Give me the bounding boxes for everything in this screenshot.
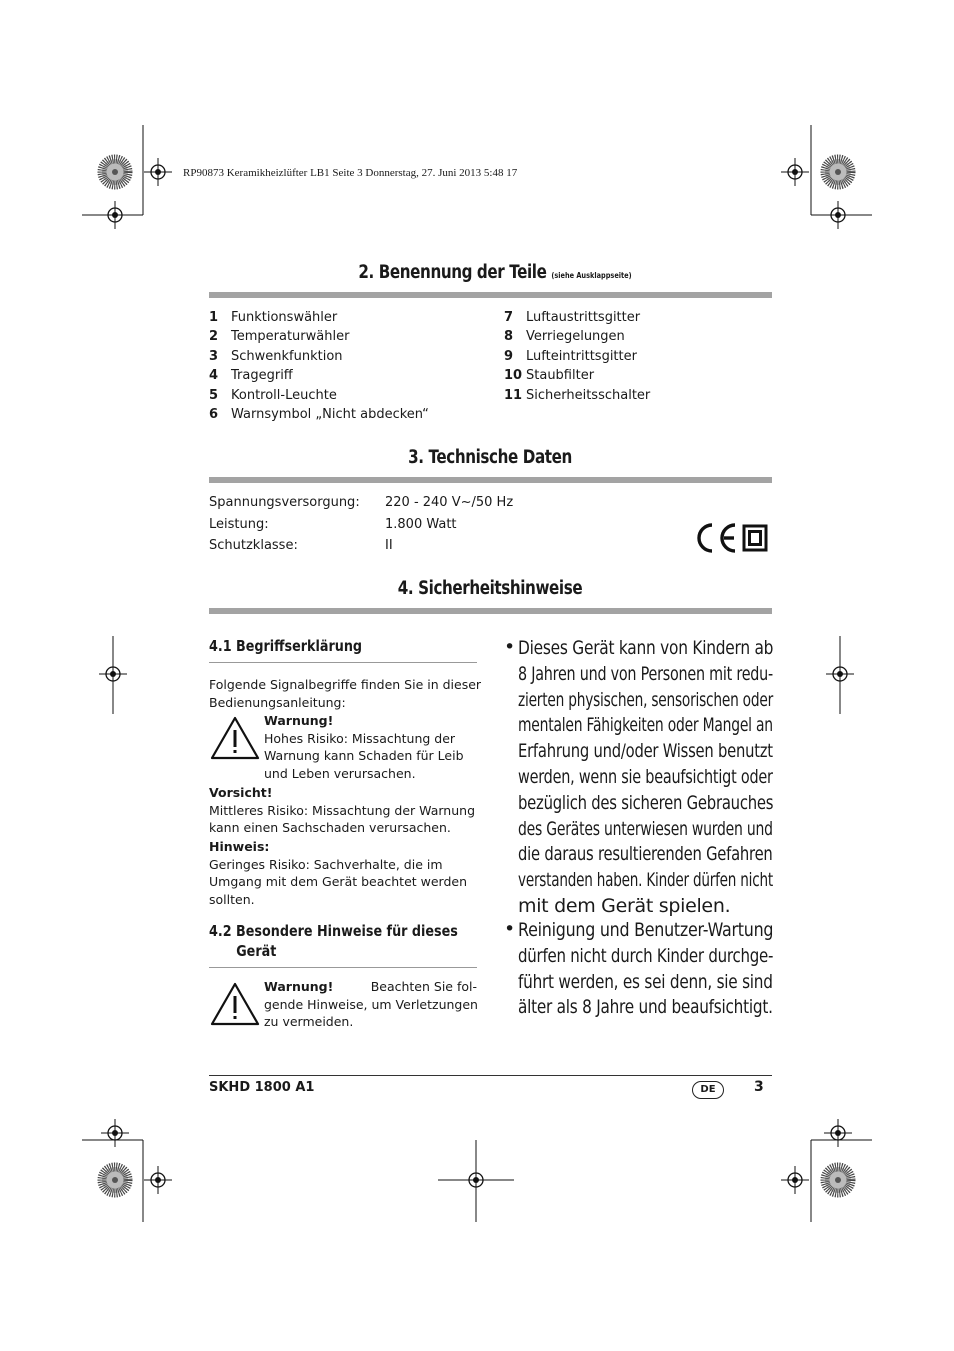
bullet-line: dürfen nicht durch Kinder durchge- <box>518 944 774 967</box>
bullet-line: werden, wenn sie beaufsichtigt oder <box>518 765 773 788</box>
spec-label: Leistung: <box>209 516 269 532</box>
language-badge: DE <box>692 1081 724 1099</box>
bullet-line: zierten physischen, sensorischen oder <box>518 688 774 711</box>
bullet-2 <box>518 918 773 1021</box>
part-number: 8 <box>504 329 514 345</box>
subsection-4-2-title <box>209 921 458 961</box>
ce-class2-icon <box>697 522 769 554</box>
text-line: Warnung kann Schaden für Leib <box>264 748 464 763</box>
part-number: 9 <box>504 348 514 364</box>
part-label: Warnsymbol „Nicht abdecken“ <box>231 407 429 423</box>
bullet-line: verstanden haben. Kinder dürfen nicht <box>518 869 773 892</box>
part-label: Verriegelungen <box>526 329 625 345</box>
warnung-block <box>264 712 477 782</box>
text-line: und Leben verursachen. <box>264 765 416 781</box>
part-number: 10 <box>504 368 523 384</box>
subsection-4-1-rule <box>209 662 477 663</box>
text-line: zu vermeiden. <box>264 1014 354 1029</box>
warnung-label: Warnung! <box>264 979 334 994</box>
spec-label: Spannungsversorgung: <box>209 495 360 510</box>
spec-row <box>209 492 513 514</box>
part-number: 6 <box>209 407 219 423</box>
section-3-rule <box>209 477 772 483</box>
begriff-intro <box>209 676 482 711</box>
bullet-line: älter als 8 Jahre und beaufsichtigt. <box>518 996 773 1019</box>
part-item <box>209 405 429 424</box>
bullet-1-marker: • <box>504 636 516 658</box>
text-line: Geringes Risiko: Sachverhalte, die im <box>209 856 443 872</box>
spec-value: II <box>385 538 393 553</box>
hinweis-label: Hinweis: <box>209 839 270 854</box>
bullet-line: des Gerätes unterwiesen wurden und <box>518 817 773 840</box>
section-4-rule <box>209 608 772 614</box>
text-line <box>264 730 477 748</box>
part-item <box>504 308 650 327</box>
part-label: Sicherheitsschalter <box>526 387 651 403</box>
text-line: gende Hinweise, um Verletzungen <box>264 996 478 1012</box>
part-label: Lufteintrittsgitter <box>526 348 637 364</box>
part-item <box>504 327 650 346</box>
part-label: Schwenkfunktion <box>231 348 343 364</box>
part-item <box>209 347 429 366</box>
part-item <box>209 366 429 385</box>
spec-label: Schutzklasse: <box>209 538 298 553</box>
part-number: 5 <box>209 387 219 403</box>
part-number: 7 <box>504 310 514 325</box>
part-label: Staubfilter <box>526 368 595 384</box>
text-span: Beachten Sie fol- <box>370 979 477 994</box>
bullet-2-marker: • <box>504 918 516 940</box>
text-line: Umgang mit dem Gerät beachtet werden <box>209 874 468 889</box>
section-2-subtitle: (siehe Ausklappseite) <box>551 271 632 280</box>
warnung-label: Warnung! <box>264 713 334 728</box>
part-number: 2 <box>209 329 219 345</box>
vorsicht-block <box>209 784 477 837</box>
text-line: sollten. <box>209 891 255 907</box>
subsection-4-1-title: 4.1 Begriffserklärung <box>209 637 363 655</box>
part-number: 3 <box>209 348 219 364</box>
text-line: Folgende Signalbegriffe finden Sie in dieser <box>209 677 482 692</box>
spec-row <box>209 514 513 536</box>
warning-triangle-icon <box>210 716 260 760</box>
text-line: Mittleres Risiko: Missachtung der Warnung <box>209 802 476 818</box>
subsection-4-2-title-line: 4.2 Besondere Hinweise für dieses <box>209 922 458 940</box>
part-item <box>504 386 650 405</box>
parts-list-right <box>504 308 650 405</box>
spec-value: 220 - 240 V~/50 Hz <box>385 495 514 510</box>
part-item <box>504 347 650 366</box>
bullet-line: führt werden, es sei denn, sie sind <box>518 970 773 993</box>
vorsicht-label: Vorsicht! <box>209 785 273 800</box>
spec-row <box>209 535 513 557</box>
parts-list-left <box>209 308 429 424</box>
text-line: Bedienungsanleitung: <box>209 694 346 710</box>
bullet-line: Reinigung und Benutzer-Wartung <box>518 919 774 941</box>
part-label: Kontroll-Leuchte <box>231 387 337 403</box>
footer-rule <box>209 1075 772 1076</box>
bullet-line: die daraus resultierenden Gefahren <box>518 843 773 866</box>
bullet-line: Erfahrung und/oder Wissen benutzt <box>518 740 773 763</box>
bullet-line: mit dem Gerät spielen. <box>518 894 731 917</box>
part-number: 11 <box>504 387 523 403</box>
warnung-block-2 <box>264 978 477 1031</box>
part-label: Luftaustrittsgitter <box>526 310 641 325</box>
section-2-title <box>343 262 646 283</box>
part-item <box>504 366 650 385</box>
bullet-line: bezüglich des sicheren Gebrauches <box>518 791 774 814</box>
bullet-line: 8 Jahren und von Personen mit redu- <box>518 662 773 685</box>
text-line <box>264 978 477 996</box>
section-2-title-text: 2. Benennung der Teile <box>358 262 547 283</box>
part-label: Tragegriff <box>231 368 293 384</box>
print-header: RP90873 Keramikheizlüfter LB1 Seite 3 Donnerstag, 27. Juni 2013 5:48 17 <box>183 167 518 179</box>
part-number: 4 <box>209 368 219 384</box>
bullet-line: mentalen Fähigkeiten oder Mangel an <box>518 714 773 737</box>
bullet-line: Dieses Gerät kann von Kindern ab <box>518 637 774 659</box>
spec-value: 1.800 Watt <box>385 516 457 532</box>
part-label: Funktionswähler <box>231 310 338 325</box>
part-item <box>209 308 429 327</box>
page-number: 3 <box>754 1079 764 1095</box>
footer-model: SKHD 1800 A1 <box>209 1080 315 1095</box>
section-3-title: 3. Technische Daten <box>408 447 572 468</box>
part-number: 1 <box>209 310 219 325</box>
section-2-rule <box>209 292 772 298</box>
part-item <box>209 386 429 405</box>
text-line: kann einen Sachschaden verursachen. <box>209 820 451 835</box>
section-4-title: 4. Sicherheitshinweise <box>397 578 583 599</box>
part-item <box>209 327 429 346</box>
text-span: Hohes Risiko: Missachtung der <box>264 730 456 746</box>
bullet-1 <box>518 636 773 920</box>
subsection-4-2-rule <box>209 967 477 968</box>
subsection-4-2-title-line: Gerät <box>236 942 277 960</box>
part-label: Temperaturwähler <box>231 329 350 345</box>
hinweis-block <box>209 838 477 908</box>
tech-specs <box>209 492 513 557</box>
warning-triangle-icon <box>210 982 260 1026</box>
